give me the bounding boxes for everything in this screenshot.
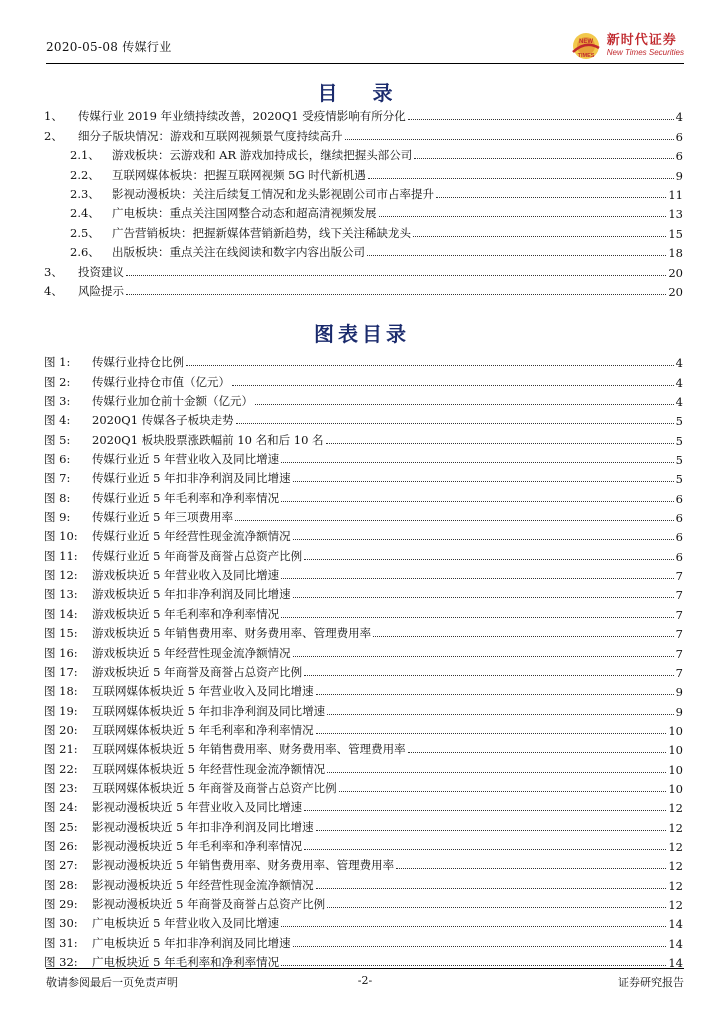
figure-entry-page: 10 [668,781,683,796]
toc-entry[interactable] [44,260,683,279]
figure-entry-text: 影视动漫板块近 5 年经营性现金流净额情况 [92,877,314,892]
toc-entry[interactable] [44,183,683,202]
figure-entry-label: 图 2: [44,374,71,389]
leader-dots [316,733,667,734]
figure-entry-page: 7 [675,665,683,680]
figure-entry-text: 影视动漫板块近 5 年商誉及商誉占总资产比例 [92,896,326,911]
figure-entry-label: 图 16: [44,645,78,660]
figure-entry[interactable] [44,467,683,486]
leader-dots [345,139,674,140]
leader-dots [235,520,674,521]
figure-entry-text: 传媒行业近 5 年商誉及商誉占总资产比例 [92,548,303,563]
leader-dots [236,423,674,424]
figure-entry[interactable] [44,757,683,776]
toc-entry-page: 20 [668,284,683,299]
figure-entry-page: 9 [675,685,683,700]
figure-entry[interactable] [44,854,683,873]
figure-entry-text: 互联网媒体板块近 5 年商誉及商誉占总资产比例 [92,780,337,795]
figure-entry-label: 图 24: [44,800,78,815]
toc-entry-text: 广告营销板块：把握新媒体营销新趋势，线下关注稀缺龙头 [112,225,411,240]
figure-entry-text: 游戏板块近 5 年经营性现金流净额情况 [92,645,291,660]
figure-entry-text: 游戏板块近 5 年扣非净利润及同比增速 [92,587,291,602]
figure-entry-text: 传媒行业近 5 年毛利率和净利率情况 [92,490,280,505]
figure-entry-text: 游戏板块近 5 年营业收入及同比增速 [92,568,280,583]
toc-entry[interactable] [44,221,683,240]
leader-dots [327,907,666,908]
new-times-logo-icon [569,30,603,62]
figure-entry-page: 5 [675,472,683,487]
page-footer [46,974,684,990]
figure-entry[interactable] [44,893,683,912]
figure-entry-label: 图 15: [44,626,78,641]
figure-entry-page: 10 [668,723,683,738]
logo-chinese-name: 新时代证券 [606,33,677,49]
footer-divider [46,968,684,969]
figure-entry-label: 图 4: [44,413,71,428]
figure-entry[interactable] [44,428,683,447]
leader-dots [414,158,673,159]
leader-dots [304,810,666,811]
figure-entry-page: 9 [675,704,683,719]
figure-entry-text: 游戏板块近 5 年毛利率和净利率情况 [92,606,280,621]
figure-entry-label: 图 3: [44,394,71,409]
svg-text:TIMES: TIMES [577,53,595,59]
toc-entry[interactable] [44,280,683,299]
toc-entry-page: 6 [675,129,683,144]
figure-entry-page: 12 [668,897,683,912]
figure-entry[interactable] [44,486,683,505]
figure-entry-label: 图 23: [44,780,78,795]
leader-dots [281,578,674,579]
company-logo [569,30,684,62]
toc-entry-page: 15 [668,226,683,241]
figure-entry-text: 传媒行业近 5 年经营性现金流净额情况 [92,529,291,544]
figure-entry[interactable] [44,544,683,563]
figure-entry[interactable] [44,661,683,680]
leader-dots [186,365,674,366]
figure-entry[interactable] [44,815,683,834]
figure-entry-label: 图 9: [44,510,71,525]
figure-entry-label: 图 20: [44,722,78,737]
figure-entry[interactable] [44,641,683,660]
figure-entry-label: 图 29: [44,896,78,911]
toc-entry-page: 13 [668,207,683,222]
figure-entry-label: 图 8: [44,490,71,505]
page-header [46,30,684,62]
figure-entry-label: 图 25: [44,819,78,834]
figure-entry-text: 互联网媒体板块近 5 年扣非净利润及同比增速 [92,703,326,718]
toc-entry-page: 18 [668,246,683,261]
toc-entry[interactable] [44,144,683,163]
figure-entry-label: 图 12: [44,568,78,583]
toc-entry-page: 4 [675,110,683,125]
figure-entry-page: 14 [668,917,683,932]
figure-entry-page: 7 [675,588,683,603]
figure-entry[interactable] [44,370,683,389]
toc-entry-page: 6 [675,149,683,164]
leader-dots [293,481,674,482]
figure-entry-text: 游戏板块近 5 年商誉及商誉占总资产比例 [92,664,303,679]
figure-entry-text: 传媒行业近 5 年扣非净利润及同比增速 [92,471,291,486]
figure-entry-page: 12 [668,859,683,874]
header-date-section: 2020-05-08 传媒行业 [46,40,172,54]
leader-dots [408,119,674,120]
leader-dots [367,255,666,256]
figure-entry-text: 2020Q1 板块股票涨跌幅前 10 名和后 10 名 [92,432,324,447]
figure-entry-text: 影视动漫板块近 5 年扣非净利润及同比增速 [92,819,314,834]
leader-dots [293,656,674,657]
leader-dots [126,294,666,295]
leader-dots [436,197,666,198]
toc-entry[interactable] [44,202,683,221]
figure-entry[interactable] [44,738,683,757]
figure-entry-text: 广电板块近 5 年毛利率和净利率情况 [92,955,280,969]
leader-dots [368,178,674,179]
figure-entry-label: 图 1: [44,355,71,370]
toc-entry-text: 传媒行业 2019 年业绩持续改善，2020Q1 受疫情影响有所分化 [78,109,406,124]
leader-dots [316,694,674,695]
figure-entry-page: 5 [675,433,683,448]
figure-entry-text: 互联网媒体板块近 5 年经营性现金流净额情况 [92,761,326,776]
figure-entry-text: 互联网媒体板块近 5 年毛利率和净利率情况 [92,722,314,737]
figure-entry-page: 4 [675,356,683,371]
figure-entry-page: 12 [668,878,683,893]
figure-entry-page: 6 [675,549,683,564]
figure-entry-label: 图 22: [44,761,78,776]
figure-entry-label: 图 28: [44,877,78,892]
leader-dots [281,965,666,966]
figure-entry-label: 图 31: [44,935,78,950]
footer-disclaimer: 敬请参阅最后一页免责声明 [46,976,178,989]
figure-entry-label: 图 10: [44,529,78,544]
figure-entry[interactable] [44,835,683,854]
leader-dots [327,772,666,773]
figure-entry-label: 图 11: [44,548,78,563]
figure-entry[interactable] [44,564,683,583]
figure-entry-page: 14 [668,936,683,951]
leader-dots [281,617,674,618]
leader-dots [413,236,666,237]
svg-text:NEW: NEW [578,39,593,45]
header-divider [46,63,684,64]
figure-entry-text: 互联网媒体板块近 5 年销售费用率、财务费用率、管理费用率 [92,742,406,757]
figure-entry[interactable] [44,873,683,892]
leader-dots [326,443,674,444]
toc-entry-text: 影视动漫板块：关注后续复工情况和龙头影视剧公司市占率提升 [112,186,434,201]
toc-entry-number: 2.4、 [70,206,100,221]
figure-entry-label: 图 21: [44,742,78,757]
leader-dots [304,559,674,560]
figure-entry-page: 6 [675,530,683,545]
figure-entry-page: 4 [675,375,683,390]
figure-entry-text: 影视动漫板块近 5 年营业收入及同比增速 [92,800,303,815]
toc-entry-text: 细分子版块情况：游戏和互联网视频景气度持续高升 [78,128,343,143]
figure-entry-text: 广电板块近 5 年扣非净利润及同比增速 [92,935,291,950]
toc-entry-number: 1、 [44,109,63,124]
figure-entry-label: 图 17: [44,664,78,679]
figure-entry-label: 图 14: [44,606,78,621]
figure-entry[interactable] [44,351,683,370]
leader-dots [373,636,674,637]
toc-title: 目 录 [317,81,407,105]
leader-dots [379,216,667,217]
leader-dots [293,597,674,598]
leader-dots [255,404,674,405]
figure-entry-page: 12 [668,839,683,854]
toc-entry-number: 2、 [44,128,63,143]
toc-entry-page: 20 [668,265,683,280]
figure-entry-page: 7 [675,627,683,642]
leader-dots [327,714,674,715]
figure-entry[interactable] [44,912,683,931]
leader-dots [281,501,674,502]
figure-entry[interactable] [44,777,683,796]
figure-entry[interactable] [44,680,683,699]
figure-entry[interactable] [44,719,683,738]
toc-entry[interactable] [44,163,683,182]
figure-entry-text: 互联网媒体板块近 5 年营业收入及同比增速 [92,684,314,699]
figure-entry[interactable] [44,390,683,409]
figure-entry-label: 图 26: [44,838,78,853]
figure-entry-label: 图 13: [44,587,78,602]
leader-dots [339,791,667,792]
leader-dots [396,868,666,869]
figure-entry-label: 图 5: [44,432,71,447]
toc-entry[interactable] [44,105,683,124]
figure-entry-text: 2020Q1 传媒各子板块走势 [92,413,234,428]
figure-entry[interactable] [44,583,683,602]
page-number: -2- [357,974,373,987]
figure-entry-page: 14 [668,956,683,970]
table-of-contents [44,105,683,299]
figure-entry-page: 5 [675,414,683,429]
figure-entry[interactable] [44,525,683,544]
figure-entry-text: 游戏板块近 5 年销售费用率、财务费用率、管理费用率 [92,626,372,641]
figure-entry-page: 12 [668,801,683,816]
figure-entry-label: 图 7: [44,471,71,486]
leader-dots [304,675,674,676]
toc-entry-number: 2.6、 [70,245,100,260]
leader-dots [293,539,674,540]
toc-entry-number: 2.5、 [70,225,100,240]
footer-report-type: 证券研究报告 [618,976,684,989]
figure-entry-page: 12 [668,820,683,835]
toc-entry-number: 2.2、 [70,167,100,182]
figure-entry-text: 传媒行业近 5 年三项费用率 [92,510,234,525]
figure-entry-page: 5 [675,453,683,468]
leader-dots [281,926,666,927]
figure-entry-page: 4 [675,395,683,410]
toc-entry-text: 出版板块：重点关注在线阅读和数字内容出版公司 [112,245,365,260]
leader-dots [304,849,666,850]
figure-entry-text: 广电板块近 5 年营业收入及同比增速 [92,916,280,931]
toc-entry-page: 11 [668,187,683,202]
figure-entry-label: 图 19: [44,703,78,718]
toc-entry[interactable] [44,124,683,143]
figure-entry-page: 10 [668,743,683,758]
figure-entry[interactable] [44,602,683,621]
leader-dots [293,946,667,947]
leader-dots [126,275,666,276]
toc-entry-text: 投资建议 [78,264,124,279]
figure-entry[interactable] [44,506,683,525]
figure-entry-page: 10 [668,762,683,777]
figure-entry-text: 影视动漫板块近 5 年销售费用率、财务费用率、管理费用率 [92,858,395,873]
toc-entry-text: 广电板块：重点关注国网整合动态和超高清视频发展 [112,206,377,221]
figure-entry-text: 传媒行业持仓比例 [92,355,184,370]
figure-entry-text: 传媒行业持仓市值（亿元） [92,374,230,389]
figure-entry-label: 图 32: [44,955,78,969]
leader-dots [281,462,674,463]
toc-entry-number: 2.1、 [70,148,100,163]
leader-dots [316,888,667,889]
toc-entry-number: 3、 [44,264,63,279]
figure-entry[interactable] [44,931,683,950]
figure-entry[interactable] [44,448,683,467]
figure-entry-text: 影视动漫板块近 5 年毛利率和净利率情况 [92,838,303,853]
figure-entry-label: 图 30: [44,916,78,931]
figure-entry-label: 图 18: [44,684,78,699]
toc-entry-text: 游戏板块：云游戏和 AR 游戏加持成长，继续把握头部公司 [112,148,413,163]
figure-entry[interactable] [44,622,683,641]
figure-entry[interactable] [44,699,683,718]
toc-entry[interactable] [44,241,683,260]
toc-entry-number: 2.3、 [70,186,100,201]
figure-entry[interactable] [44,409,683,428]
figure-entry-label: 图 27: [44,858,78,873]
figure-list-title: 图表目录 [314,322,410,346]
leader-dots [408,752,667,753]
figure-entry-page: 7 [675,569,683,584]
toc-entry-text: 互联网媒体板块：把握互联网视频 5G 时代新机遇 [112,167,366,182]
figure-entry-label: 图 6: [44,452,71,467]
logo-english-name: New Times Securities [606,47,684,57]
figure-entry-page: 6 [675,491,683,506]
figure-entry-page: 7 [675,646,683,661]
figure-entry-page: 6 [675,511,683,526]
leader-dots [316,830,667,831]
figure-entry-text: 传媒行业近 5 年营业收入及同比增速 [92,452,280,467]
toc-entry-text: 风险提示 [78,283,124,298]
toc-entry-page: 9 [675,168,683,183]
figure-entry[interactable] [44,796,683,815]
toc-entry-number: 4、 [44,283,63,298]
figure-list [44,351,683,970]
figure-entry-page: 7 [675,607,683,622]
figure-entry-text: 传媒行业加仓前十金额（亿元） [92,394,253,409]
leader-dots [232,385,674,386]
